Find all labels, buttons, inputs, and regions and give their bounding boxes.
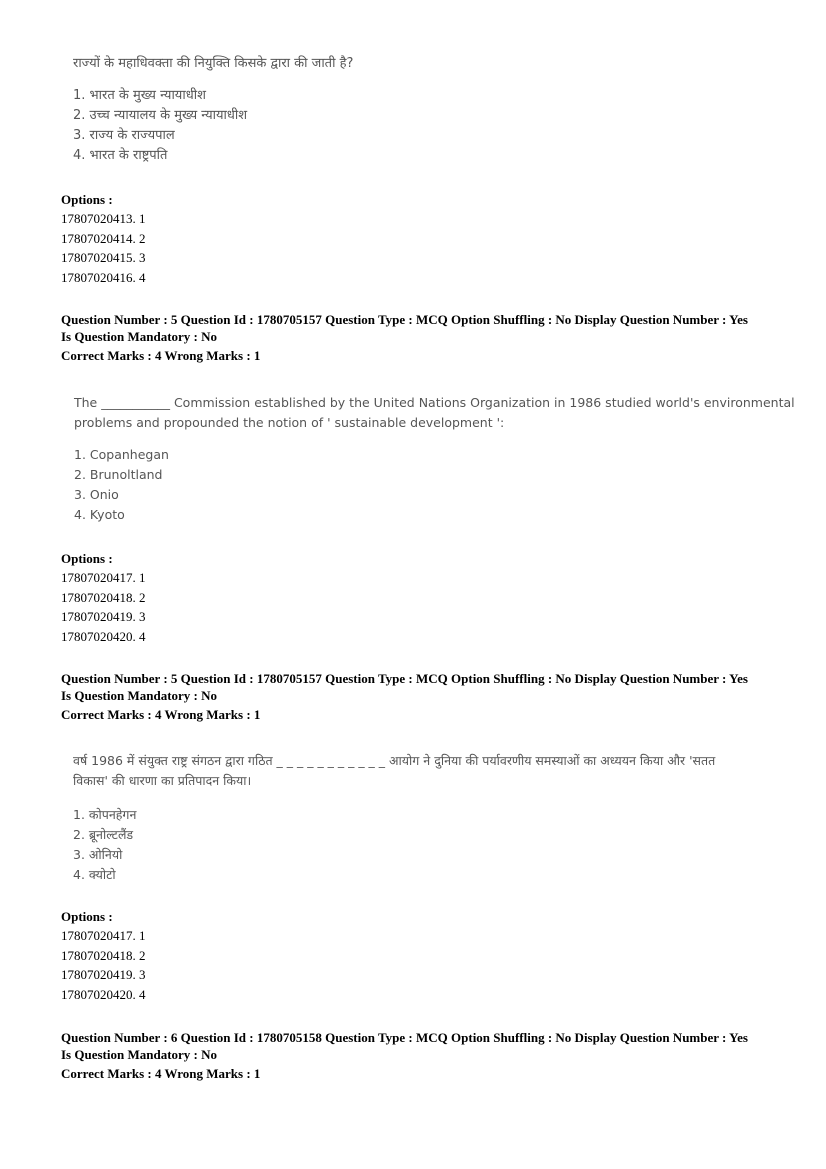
choice-list [74,445,774,525]
option-row: 17807020420. 4 [61,628,146,644]
choice-item: 1. Copanhegan [74,447,169,462]
choice-item: 3. ओनियो [73,847,123,862]
option-row: 17807020413. 1 [61,211,146,226]
question-meta [61,311,771,364]
question-image-hindi [73,751,773,885]
options-label: Options : [61,909,113,924]
choice-item: 2. ब्रूनोल्टलैंड [73,827,134,842]
option-row: 17807020419. 3 [61,609,146,625]
question-stem-line: The ___________ Commission established by the United Nations Organization in 1986 studied world's environmental [74,395,795,410]
option-row: 17807020418. 2 [61,589,146,605]
options-label: Options : [61,192,113,207]
question-stem-line: problems and propounded the notion of ' sustainable development ': [74,415,505,430]
choice-item: 2. Brunoltland [74,467,163,482]
choice-list [73,805,773,885]
marks-line: Correct Marks : 4 Wrong Marks : 1 [61,348,261,363]
options-block [61,549,146,646]
question-meta-line: Question Number : 5 Question Id : 1780705157 Question Type : MCQ Option Shuffling : No Display Question Number : Yes [61,671,748,686]
question-meta [61,670,771,723]
option-row: 17807020415. 3 [61,250,146,266]
option-row: 17807020419. 3 [61,967,146,983]
question-stem-line: वर्ष 1986 में संयुक्त राष्ट्र संगठन द्वारा गठित _ _ _ _ _ _ _ _ _ _ _ आयोग ने दुनिया की पर्यावरणीय समस्याओं का अध्ययन किया और 'सतत [73,753,716,768]
choice-item: 1. भारत के मुख्य न्यायाधीश [73,88,206,103]
option-row: 17807020414. 2 [61,230,146,246]
marks-line: Correct Marks : 4 Wrong Marks : 1 [61,1066,261,1081]
mandatory-line: Is Question Mandatory : No [61,688,218,703]
option-row: 17807020418. 2 [61,947,146,963]
question-stem-line: विकास' की धारणा का प्रतिपादन किया। [73,773,252,788]
option-row: 17807020417. 1 [61,570,146,585]
option-row: 17807020416. 4 [61,269,146,285]
choice-item: 3. राज्य के राज्यपाल [73,128,175,143]
choice-item: 4. क्योटो [73,867,116,882]
question-image-english [74,393,795,525]
question-meta-line: Question Number : 6 Question Id : 1780705158 Question Type : MCQ Option Shuffling : No Display Question Number : Yes [61,1030,748,1045]
option-row: 17807020420. 4 [61,986,146,1002]
options-label: Options : [61,551,113,566]
options-block [61,190,146,287]
options-block [61,907,146,1004]
choice-item: 2. उच्च न्यायालय के मुख्य न्यायाधीश [73,108,248,123]
mandatory-line: Is Question Mandatory : No [61,1047,218,1062]
choice-list [73,86,773,166]
question-meta-line: Question Number : 5 Question Id : 1780705157 Question Type : MCQ Option Shuffling : No Display Question Number : Yes [61,312,748,327]
marks-line: Correct Marks : 4 Wrong Marks : 1 [61,707,261,722]
choice-item: 4. भारत के राष्ट्रपति [73,148,168,163]
question-meta [61,1029,771,1082]
choice-item: 4. Kyoto [74,507,125,522]
question-stem: राज्यों के महाधिवक्ता की नियुक्ति किसके द्वारा की जाती है? [73,56,354,71]
mandatory-line: Is Question Mandatory : No [61,329,218,344]
choice-item: 1. कोपनहेगन [73,807,137,822]
choice-item: 3. Onio [74,487,119,502]
option-row: 17807020417. 1 [61,928,146,943]
question-image-hindi [73,54,773,166]
